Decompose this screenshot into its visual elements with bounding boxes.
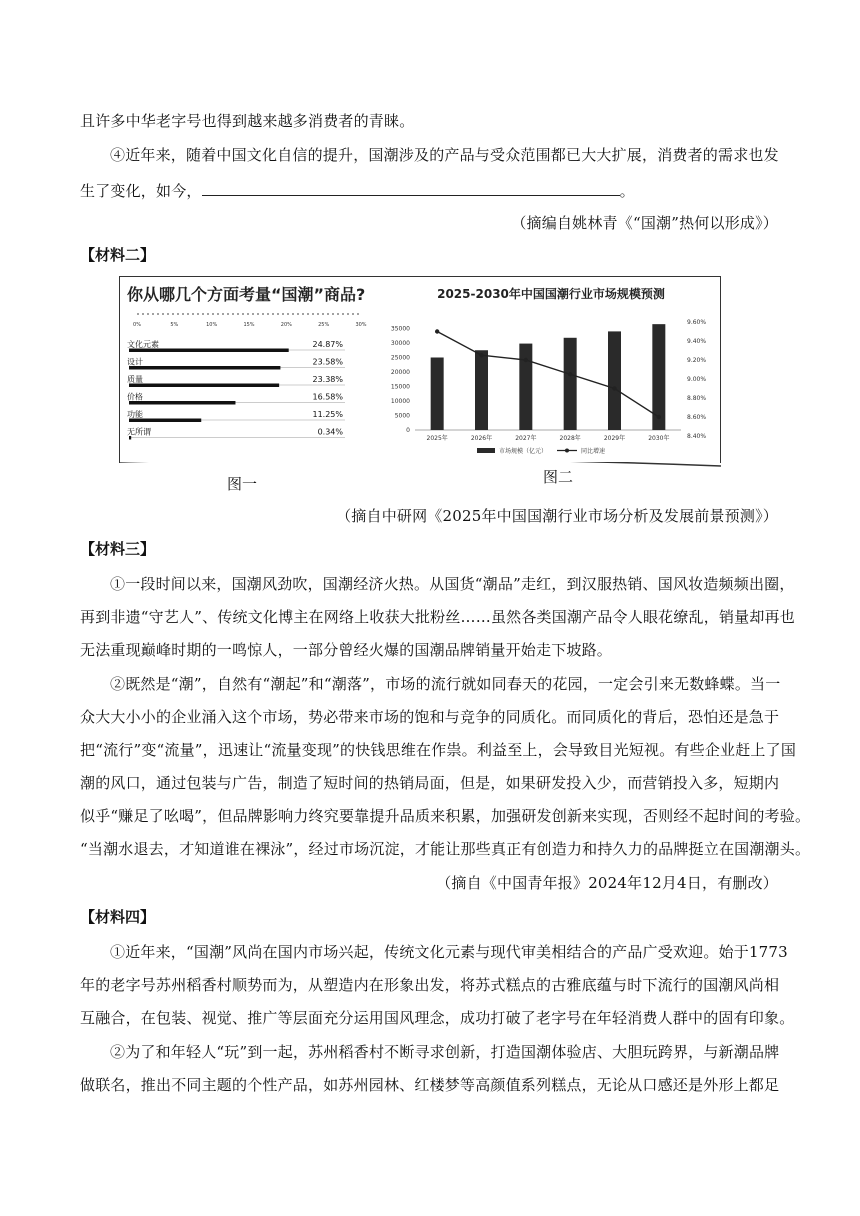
- x-tick-label: 25%: [318, 322, 330, 328]
- paragraph-line: 潮的风口，通过包装与广告，制造了短时间的热销局面，但是，如果研发投入少，而营销投入多，短期内: [80, 774, 780, 792]
- source-citation: （摘自《中国青年报》2024年12月4日，有删改）: [436, 874, 778, 892]
- legend-label: 市场规模（亿元）: [499, 448, 548, 455]
- y-tick-label: 5000: [394, 412, 410, 420]
- bar: [129, 366, 280, 370]
- y2-tick-label: 8.60%: [687, 414, 707, 421]
- chart-market-forecast: [381, 280, 715, 464]
- paragraph-line: 似乎“赚足了吆喝”，但品牌影响力终究要靠提升品质来积累，加强研发创新来实现，否则经不起时间的考验。: [80, 807, 811, 825]
- category-label: 无所谓: [127, 427, 151, 437]
- x-tick-label: 2028年: [559, 435, 581, 442]
- x-tick-label: 2030年: [648, 435, 670, 442]
- y2-tick-label: 9.40%: [687, 338, 707, 345]
- y-tick-label: 15000: [390, 383, 410, 391]
- growth-line: [437, 332, 659, 418]
- bar: [129, 436, 131, 440]
- y-tick-label: 25000: [390, 354, 410, 362]
- y2-tick-label: 8.80%: [687, 395, 707, 402]
- paragraph-line: ②既然是“潮”，自然有“潮起”和“潮落”，市场的流行就如同春天的花园，一定会引来无数蜂蝶。当一: [110, 675, 781, 693]
- legend-swatch-dot: [565, 449, 569, 453]
- source-citation: （摘自中研网《2025年中国国潮行业市场分析及发展前景预测》）: [336, 507, 778, 525]
- y2-tick-label: 9.60%: [687, 319, 707, 326]
- x-tick-label: 2027年: [515, 435, 537, 442]
- x-tick-label: 0%: [133, 322, 141, 328]
- figure-panel: [119, 276, 721, 492]
- chart-title: 你从哪几个方面考量“国潮”商品?: [127, 285, 366, 304]
- y-tick-label: 20000: [390, 369, 410, 376]
- category-label: 功能: [127, 410, 143, 419]
- x-tick-label: 2029年: [603, 435, 626, 442]
- x-tick-label: 2025年: [426, 435, 448, 442]
- bar: [608, 331, 621, 430]
- paragraph-line: ②为了和年轻人“玩”到一起，苏州稻香村不断寻求创新，打造国潮体验店、大胆玩跨界，与新潮品牌: [110, 1043, 780, 1061]
- legend-swatch-bar: [477, 448, 495, 453]
- y2-tick-label: 8.40%: [687, 433, 707, 440]
- bar: [129, 349, 289, 353]
- data-label: 23.58%: [312, 357, 343, 367]
- y-tick-label: 35000: [390, 325, 410, 333]
- paragraph-line: “当潮水退去，才知道谁在裸泳”，经过市场沉淀，才能让那些真正有创造力和持久力的品牌挺立在国潮潮头。: [80, 840, 811, 858]
- bar: [519, 344, 532, 430]
- paragraph-text: 生了变化，如今，: [80, 182, 202, 200]
- fill-in-blank: [202, 181, 620, 196]
- y-tick-label: 10000: [390, 398, 410, 405]
- x-tick-label: 20%: [280, 322, 292, 328]
- section-heading: 【材料四】: [80, 908, 156, 926]
- y-tick-label: 0: [406, 427, 410, 434]
- paragraph-line: ①近年来，“国潮”风尚在国内市场兴起，传统文化元素与现代审美相结合的产品广受欢迎。始于1773: [110, 943, 788, 961]
- category-label: 设计: [127, 357, 143, 367]
- bar: [129, 419, 201, 423]
- figure-bottom-edge: [119, 462, 721, 492]
- paragraph-line: 互融合，在包装、视觉、推广等层面充分运用国风理念，成功打破了老字号在年轻消费人群中的固有印象。: [80, 1009, 795, 1027]
- data-label: 16.58%: [312, 392, 343, 402]
- paragraph-line: 年的老字号苏州稻香村顺势而为，从塑造内在形象出发，将苏式糕点的古雅底蕴与时下流行的国潮风尚相: [80, 976, 780, 994]
- data-label: 24.87%: [312, 340, 343, 349]
- y-tick-label: 30000: [390, 340, 410, 347]
- bar: [564, 338, 577, 430]
- growth-point: [524, 358, 528, 362]
- y2-tick-label: 9.20%: [687, 357, 707, 364]
- growth-point: [568, 372, 572, 376]
- x-tick-label: 30%: [355, 322, 367, 328]
- paragraph-line: 众大大小小的企业涌入这个市场，势必带来市场的饱和与竞争的同质化。而同质化的背后，恐怕还是急于: [80, 708, 780, 726]
- growth-point: [657, 415, 661, 419]
- chart-consideration-factors: [125, 282, 367, 460]
- data-label: 11.25%: [312, 410, 343, 419]
- source-citation: （摘编自姚林青《“国潮”热何以形成》）: [511, 214, 778, 232]
- legend-label: 同比增速: [581, 448, 606, 455]
- category-label: 质量: [127, 375, 143, 384]
- growth-point: [435, 329, 439, 333]
- bar: [129, 401, 235, 405]
- figure-caption: 图二: [543, 468, 574, 486]
- x-tick-label: 2026年: [470, 435, 493, 442]
- growth-point: [612, 386, 616, 390]
- bar: [431, 358, 444, 431]
- paragraph-text: 。: [619, 182, 635, 200]
- x-tick-label: 5%: [170, 322, 179, 328]
- paragraph-line: ④近年来，随着中国文化自信的提升，国潮涉及的产品与受众范围都已大大扩展，消费者的需求也发: [110, 146, 779, 164]
- chart-title: 2025-2030年中国国潮行业市场规模预测: [437, 287, 665, 301]
- category-label: 价格: [127, 392, 143, 402]
- data-label: 0.34%: [317, 427, 343, 437]
- growth-point: [479, 353, 483, 357]
- paragraph-line: [80, 180, 780, 202]
- bar: [475, 350, 488, 430]
- x-tick-label: 10%: [206, 322, 218, 328]
- figure-caption: 图一: [227, 475, 258, 493]
- paragraph-line: 把“流行”变“流量”，迅速让“流量变现”的快钱思维在作祟。利益至上，会导致目光短视。有些企业赶上了国: [80, 741, 797, 759]
- section-heading: 【材料二】: [80, 246, 156, 264]
- y2-tick-label: 9.00%: [687, 376, 707, 383]
- data-label: 23.38%: [312, 375, 343, 384]
- paragraph-line: 做联名，推出不同主题的个性产品，如苏州园林、红楼梦等高颜值系列糕点，无论从口感还是外形上都足: [80, 1076, 780, 1094]
- paragraph-line: 无法重现巅峰时期的一鸣惊人，一部分曾经火爆的国潮品牌销量开始走下坡路。: [80, 641, 613, 659]
- paragraph-line: ①一段时间以来，国潮风劲吹，国潮经济火热。从国货“潮品”走红，到汉服热销、国风妆造频频出圈，: [110, 575, 795, 593]
- x-tick-label: 15%: [243, 322, 255, 328]
- section-heading: 【材料三】: [80, 540, 156, 558]
- category-label: 文化元素: [127, 340, 159, 349]
- paragraph-line: 再到非遗“守艺人”、传统文化博主在网络上收获大批粉丝……虽然各类国潮产品令人眼花缭乱，销量却再也: [80, 608, 795, 626]
- bar: [129, 384, 279, 388]
- paragraph-line: 且许多中华老字号也得到越来越多消费者的青睐。: [80, 112, 415, 130]
